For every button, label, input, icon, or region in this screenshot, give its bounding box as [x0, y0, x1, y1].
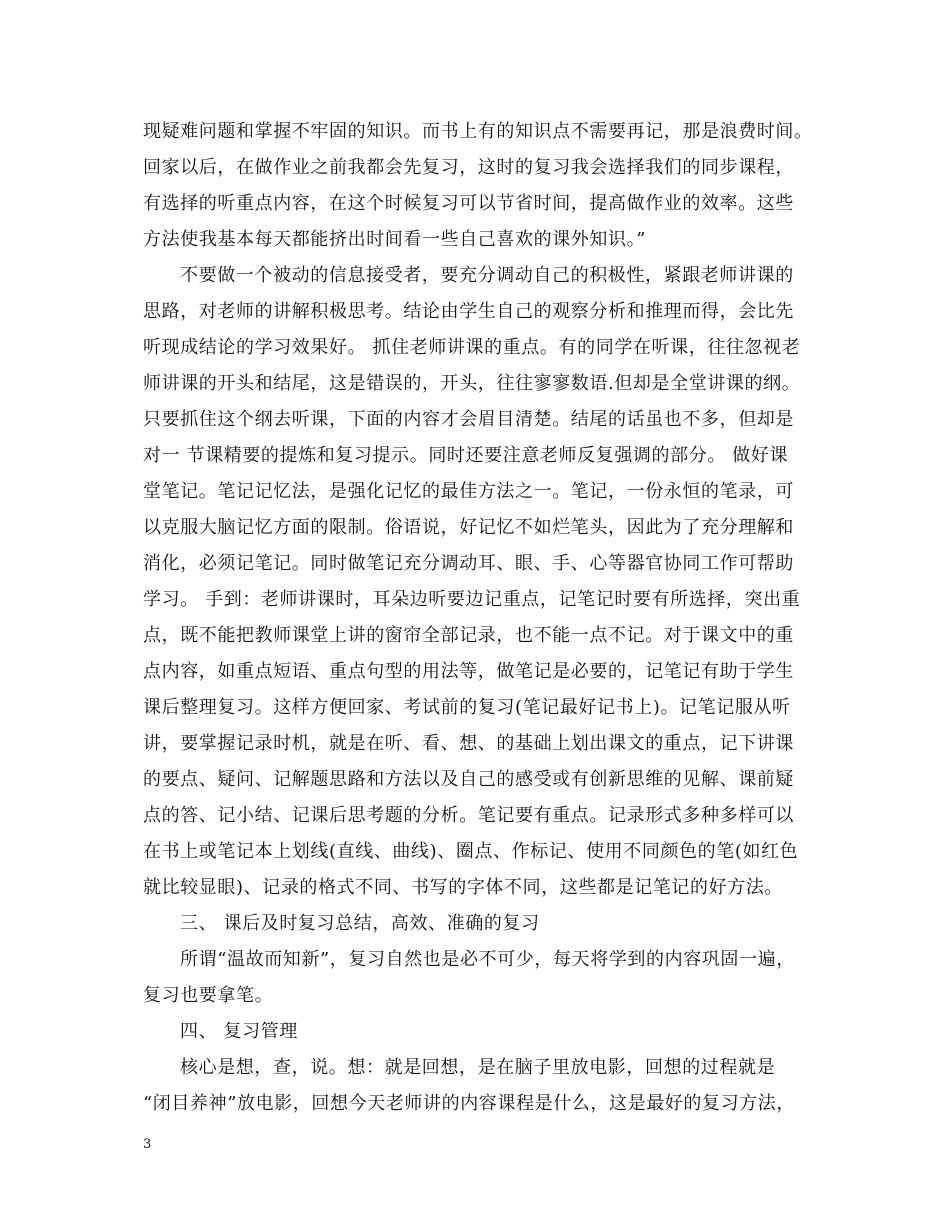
text-line: 有选择的听重点内容，在这个时候复习可以节省时间，提高做作业的效率。这些 [143, 193, 794, 214]
text-line: 点，既不能把教师课堂上讲的窗帘全部记录，也不能一点不记。对于课文中的重 [143, 625, 794, 646]
text-line: “闭目养神”放电影，回想今天老师讲的内容课程是什么，这是最好的复习方法， [143, 1093, 796, 1114]
text-line: 回家以后，在做作业之前我都会先复习，这时的复习我会选择我们的同步课程， [143, 157, 794, 178]
text-line: 听现成结论的学习效果好。 抓住老师讲课的重点。有的同学在听课，往往忽视老 [143, 337, 801, 358]
section-heading: 三、 课后及时复习总结，高效、准确的复习 [180, 913, 540, 934]
text-line: 点的答、记小结、记课后思考题的分析。笔记要有重点。记录形式多种多样可以 [143, 805, 794, 826]
text-line: 方法使我基本每天都能挤出时间看一些自己喜欢的课外知识。” [143, 229, 646, 250]
text-line: 就比较显眼)、记录的格式不同、书写的字体不同，这些都是记笔记的好方法。 [143, 877, 784, 898]
text-line: 师讲课的开头和结尾，这是错误的，开头，往往寥寥数语.但却是全堂讲课的纲。 [143, 373, 801, 394]
text-line: 讲，要掌握记录时机，就是在听、看、想、的基础上划出课文的重点，记下讲课 [143, 733, 794, 754]
text-line: 堂笔记。笔记记忆法，是强化记忆的最佳方法之一。笔记，一份永恒的笔录，可 [143, 481, 794, 502]
text-line: 在书上或笔记本上划线(直线、曲线)、圈点、作标记、使用不同颜色的笔(如红色 [143, 841, 799, 862]
text-line: 点内容，如重点短语、重点句型的用法等，做笔记是必要的，记笔记有助于学生 [143, 661, 794, 682]
text-line: 消化，必须记笔记。同时做笔记充分调动耳、眼、手、心等器官协同工作可帮助 [143, 553, 794, 574]
text-line: 只要抓住这个纲去听课，下面的内容才会眉目清楚。结尾的话虽也不多，但却是 [143, 409, 794, 430]
paragraph-first-line: 核心是想，查，说。想：就是回想，是在脑子里放电影，回想的过程就是 [180, 1057, 776, 1078]
text-line: 思路，对老师的讲解积极思考。结论由学生自己的观察分析和推理而得，会比先 [143, 301, 794, 322]
text-line: 复习也要拿笔。 [143, 985, 274, 1006]
text-line: 课后整理复习。这样方便回家、考试前的复习(笔记最好记书上)。记笔记服从听 [143, 697, 791, 718]
page-number: 3 [143, 1137, 152, 1152]
text-line: 学习。 手到：老师讲课时，耳朵边听要边记重点，记笔记时要有所选择，突出重 [143, 589, 801, 610]
text-line: 现疑难问题和掌握不牢固的知识。而书上有的知识点不需要再记，那是浪费时间。 [143, 121, 813, 142]
text-line: 以克服大脑记忆方面的限制。俗语说，好记忆不如烂笔头，因此为了充分理解和 [143, 517, 794, 538]
text-line: 的要点、疑问、记解题思路和方法以及自己的感受或有创新思维的见解、课前疑 [143, 769, 794, 790]
section-heading: 四、 复习管理 [180, 1021, 298, 1042]
paragraph-first-line: 不要做一个被动的信息接受者，要充分调动自己的积极性，紧跟老师讲课的 [180, 265, 794, 286]
text-line: 对一 节课精要的提炼和复习提示。同时还要注意老师反复强调的部分。 做好课 [143, 445, 789, 466]
paragraph-first-line: 所谓“温故而知新”，复习自然也是必不可少，每天将学到的内容巩固一遍， [180, 949, 795, 970]
